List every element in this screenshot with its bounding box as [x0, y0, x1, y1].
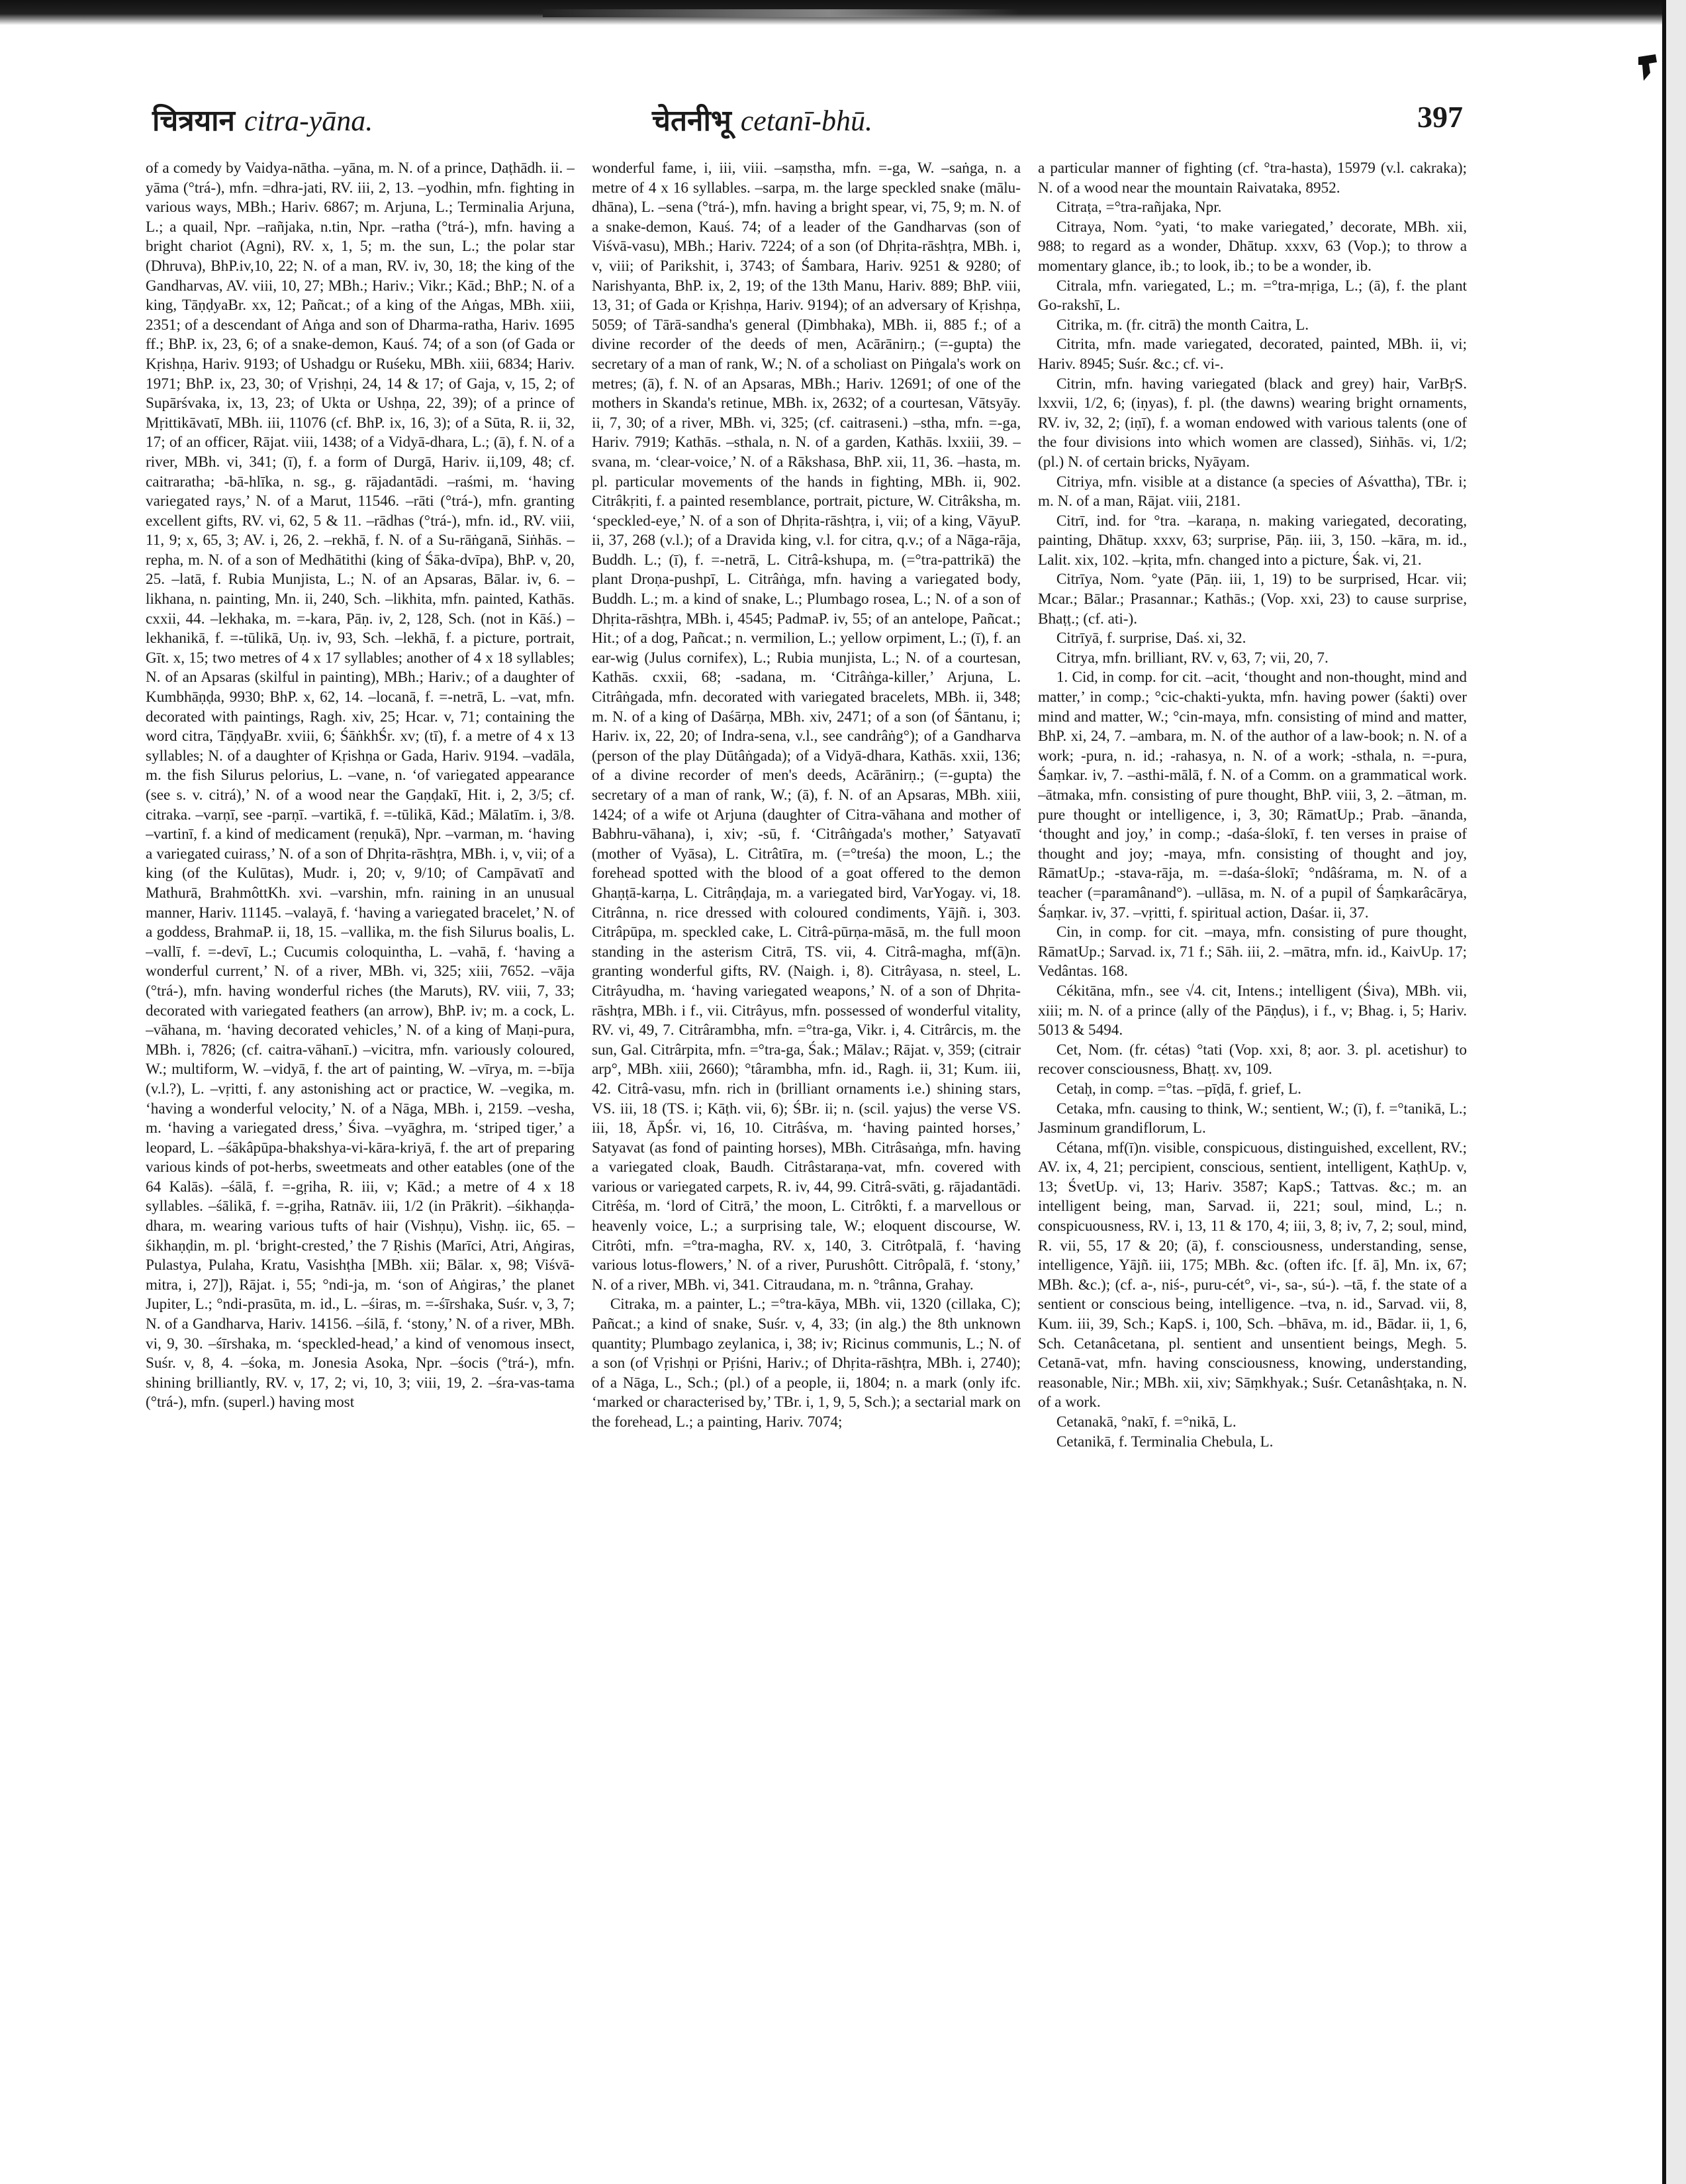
left-head-translit: citra-yāna.: [244, 105, 373, 137]
entry-paragraph: wonderful fame, i, iii, viii. –saṃstha, mfn. =-ga, W. –saṅga, n. a metre of 4 x 16 syllables. –sarpa, m. the large speckled snake (mālu-dhāna), L. –sena (°trá-), mfn. having a bright spear, vi, 75, 9; m. N. of a snake-demon, Kauś. 74; of a leader of the Gandharvas (son of Viśvā-vasu), MBh.; Hariv. 7224; of a son (of Dhṛita-rāshṭra, MBh. i, v, viii; of Parikshit, i, 3743; of Śambara, Hariv. 9251 & 9280; of Narishyanta, BhP. ix, 2, 19; of the 13th Manu, Hariv. 889; BhP. viii, 13, 31; of Gada or Kṛishṇa, Hariv. 9194); of an adversary of Kṛishṇa, 5059; of Tārā-sandha's general (Ḍimbhaka), MBh. ii, 885 f.; of a divine recorder of the deeds of men, Acārānirṇ.; (=-gupta) the secretary of a man of rank, W.; N. of a scholiast on Piṅgala's work on metres; (ā), f. N. of an Apsaras, MBh.; Hariv. 12691; of one of the mothers in Skanda's retinue, MBh. ix, 2632; of a courtesan, Vātsyāy. ii, 7, 30; of a river, MBh. vi, 325; (cf. caitraseni.) –stha, mfn. =-ga, Hariv. 7919; Kathās. –sthala, n. N. of a garden, Kathās. lxxiii, 39. –svana, m. ‘clear-voice,’ N. of a Rākshasa, BhP. xii, 11, 36. –hasta, m. pl. particular movements of the hands in fighting, MBh. ii, 902. Citrâkṛiti, f. a painted resemblance, portrait, picture, W. Citrâksha, m. ‘speckled-eye,’ N. of a son of Dhṛita-rāshṭra, i, vii; of a king, VāyuP. ii, 37, 268 (v.l.); of a Dravida king, v.l. for citra, q.v.; of a Nāga-rāja, Buddh. L.; (ī), f. =-netrā, L. Citrâ-kshupa, m. (=°tra-pattrikā) the plant Droṇa-pushpī, L. Citrâṅga, mfn. having a variegated body, Buddh. L.; m. a kind of snake, L.; Plumbago rosea, L.; N. of a son of Dhṛita-rāshṭra, MBh. i, 4545; PadmaP. iv, 55; of an antelope, Pañcat.; Hit.; of a dog, Pañcat.; n. vermilion, L.; yellow orpiment, L.; (ī), f. an ear-wig (Julus cornifex), L.; Rubia munjista, L.; N. of a courtesan, Kathās. cxxii, 68; -sadana, m. ‘Citrâṅga-killer,’ Arjuna, L. Citrâṅgada, mfn. decorated with variegated bracelets, MBh. ii, 348; m. N. of a king of Daśārṇa, MBh. xiv, 2471; of a son (of Śāntanu, i; Hariv. ix, 22, 20; of Indra-sena, v.l., see candrâṅg°); of a Gandharva (person of the play Dūtâṅgada); of a Vidyā-dhara, Kathās. xxii, 136; of a divine recorder of men's deeds, Acārānirṇ.; (=-gupta) the secretary of a man of rank, W.; (ā), f. N. of an Apsaras, MBh. xiii, 1424; of a wife ot Arjuna (daughter of Citra-vāhana and mother of Babhru-vāhana), i, xiv; -sū, f. ‘Citrâṅgada's mother,’ Satyavatī (mother of Vyāsa), L. Citrâtīra, m. (=°treśa) the moon, L.; the forehead spotted with the blood of a goat offered to the demon Ghaṇṭā-karṇa, L. Citrâṇḍaja, m. a variegated bird, VarYogay. vi, 18. Citrânna, n. rice dressed with coloured condiments, Yājñ. i, 303. Citrâpūpa, m. speckled cake, L. Citrâ-pūrṇa-māsā, m. the full moon standing in the asterism Citrā, TS. vii, 4. Citrâ-magha, mf(ā)n. granting wonderful gifts, RV. (Naigh. i, 8). Citrâyasa, n. steel, L. Citrâyudha, m. ‘having variegated weapons,’ N. of a son of Dhṛita-rāshṭra, MBh. i f., vii. Citrâyus, mfn. possessed of wonderful vitality, RV. vi, 49, 7. Citrârambha, mfn. =°tra-ga, Vikr. i, 4. Citrârcis, m. the sun, Gal. Citrârpita, mfn. =°tra-ga, Śak.; Mālav.; Rājat. v, 359; (citrair arp°, MBh. xiii, 2660); °târambha, mfn. id., Ragh. ii, 31; Kum. iii, 42. Citrâ-vasu, mfn. rich in (brilliant ornaments i.e.) shining stars, VS. iii, 18 (TS. i; Kāṭh. vii, 6); ŚBr. ii; n. (scil. yajus) the verse VS. iii, 18, ĀpŚr. vi, 16, 10. Citrâśva, m. ‘having painted horses,’ Satyavat (as fond of painting horses), MBh. Citrâsaṅga, mfn. having a variegated cloak, Baudh. Citrâstaraṇa-vat, mfn. covered with various or variegated carpets, R. iv, 44, 99. Citrâ-svāti, g. rājadantādi. Citrêśa, m. ‘lord of Citrā,’ the moon, L. Citrôkti, f. a marvellous or heavenly voice, L.; a surprising tale, W.; eloquent discourse, W. Citrôti, mfn. =°tra-magha, RV. x, 140, 3. Citrôtpalā, f. ‘having various lotus-flowers,’ N. of a river, Purushôtt. Citrôpalā, f. ‘stony,’ N. of a river, MBh. vi, 341. Citraudana, m. n. °trânna, Grahay.: [592, 160, 1021, 1294]
center-running-head: [652, 99, 872, 139]
left-running-head: [152, 99, 373, 139]
entry-paragraph: Citrita, mfn. made variegated, decorated, painted, MBh. ii, vi; Hariv. 8945; Suśr. &c.; cf. vi-.: [1038, 336, 1467, 373]
entry-paragraph: Cin, in comp. for cit. –maya, mfn. consisting of pure thought, RāmatUp.; Sarvad. ix, 71 f.; Sāh. iii, 2. –mātra, mfn. id., KaivUp. 17; Vedântas. 168.: [1038, 924, 1467, 980]
entry-paragraph: Citrya, mfn. brilliant, RV. v, 63, 7; vii, 20, 7.: [1056, 649, 1329, 667]
column-2: [592, 159, 1021, 2145]
entry-paragraph: Citraṭa, =°tra-rañjaka, Npr.: [1056, 199, 1222, 216]
entry-paragraph: Citrala, mfn. variegated, L.; m. =°tra-mṛiga, L.; (ā), f. the plant Go-rakshī, L.: [1038, 277, 1467, 314]
center-head-devanagari: चेतनीभू: [652, 104, 731, 138]
column-3: [1038, 159, 1467, 2145]
entry-paragraph: Cetanakā, °nakī, f. =°nikā, L.: [1056, 1413, 1237, 1431]
entry-paragraph: of a comedy by Vaidya-nātha. –yāna, m. N. of a prince, Daṭhādh. ii. –yāma (°trá-), mfn. =dhra-jati, RV. iii, 2, 13. –yodhin, mfn. fighting in various ways, MBh.; Hariv. 6867; m. Arjuna, L.; Terminalia Arjuna, L.; a quail, Npr. –rañjaka, n.tin, Npr. –ratha (°trá-), mfn. having a bright chariot (Agni), RV. x, 1, 5; m. the sun, L.; the polar star (Dhruva), BhP.iv,10, 22; N. of a man, RV. iv, 30, 18; the king of the Gandharvas, AV. viii, 10, 27; MBh.; Hariv.; Vikr.; Kād.; BhP.; N. of a king, TāṇḍyaBr. xx, 12; Pañcat.; of a king of the Aṅgas, MBh. xiii, 2351; of a descendant of Aṅga and son of Dharma-ratha, Hariv. 1695 ff.; BhP. ix, 23, 6; of a snake-demon, Kauś. 74; of a son (of Gada or Kṛishṇa, Hariv. 9193; of Ushadgu or Ruśeku, MBh. xiii, 6834; Hariv. 1971; BhP. ix, 23, 30; of Vṛishṇi, 24, 14 & 17; of Gaja, v, 15, 2; of Supārśvaka, ix, 13, 23; of Ukta or Ushṇa, 22, 39); of a prince of Mṛittikāvatī, MBh. iii, 11076 (cf. BhP. ix, 16, 3); of a Sūta, R. ii, 32, 17; of an officer, Rājat. viii, 1438; of a Vidyā-dhara, L.; (ā), f. N. of a river, MBh. vi, 341; (ī), f. a form of Durgā, Hariv. ii,109, 48; cf. caitraratha; -bā-hlīka, n. sg., g. rājadantādi. –raśmi, m. ‘having variegated rays,’ N. of a Marut, 11546. –rāti (°trá-), mfn. granting excellent gifts, RV. vi, 62, 5 & 11. –rādhas (°trá-), mfn. id., RV. viii, 11, 9; x, 65, 3; AV. i, 26, 2. –rekhā, f. N. of a Su-rāṅganā, Siṅhās. –repha, m. N. of a son of Medhātithi (king of Śāka-dvīpa), BhP. v, 20, 25. –latā, f. Rubia Munjista, L.; N. of an Apsaras, Bālar. iv, 6. –likhana, n. painting, Mn. ii, 240, Sch. –likhita, mfn. painted, Kathās. cxxii, 44. –lekhaka, m. =-kara, Pāṇ. iv, 2, 128, Sch. (not in Kāś.) –lekhanikā, f. =-tūlikā, Uṇ. iv, 93, Sch. –lekhā, f. a picture, portrait, Gīt. x, 15; two metres of 4 x 17 syllables; another of 4 x 18 syllables; N. of an Apsaras (skilful in painting), MBh.; Hariv.; of a daughter of Kumbhāṇḍa, 9930; BhP. x, 62, 14. –locanā, f. =-netrā, L. –vat, mfn. decorated with paintings, Ragh. xiv, 25; Hcar. v, 71; containing the word citra, TāṇḍyaBr. xviii, 6; ŚāṅkhŚr. xv; (tī), f. a metre of 4 x 13 syllables; N. of a daughter of Kṛishṇa or Gada, Hariv. 9194. –vadāla, m. the fish Silurus pelorius, L. –vane, n. ‘of variegated appearance (see s. v. citrá),’ N. of a wood near the Gaṇḍakī, Hit. i, 2, 3/5; cf. citraka. –varṇī, see -parṇī. –vartikā, f. =-tūlikā, Kād.; Mālatīm. i, 3/8. –vartinī, f. a kind of medicament (reṇukā), Npr. –varman, m. ‘having a variegated cuirass,’ N. of a son of Dhṛita-rāshṭra, MBh. i, v, vii; of a king (of the Kulūtas), Mudr. i, 20; v, 9/10; of Campāvatī and Mathurā, BrahmôttKh. xvi. –varshin, mfn. raining in an unusual manner, Hariv. 11145. –valayā, f. ‘having a variegated bracelet,’ N. of a goddess, BrahmaP. ii, 18, 15. –vallika, m. the fish Silurus boalis, L. –vallī, f. =-devī, L.; Cucumis coloquintha, L. –vahā, f. ‘having a wonderful current,’ N. of a river, MBh. vi, 325; xiii, 7652. –vāja (°trá-), mfn. having wonderful riches (the Maruts), RV. viii, 7, 33; decorated with variegated feathers (an arrow), BhP. iv; m. a cock, L. –vāhana, m. ‘having decorated vehicles,’ N. of a king of Maṇi-pura, MBh. i, 7826; (cf. caitra-vāhanī.) –vicitra, mfn. variously coloured, W.; multiform, W. –vidyā, f. the art of painting, W. –vīrya, m. =-bīja (v.l.?), L. –vṛitti, f. any astonishing act or practice, W. –vegika, m. ‘having a wonderful velocity,’ N. of a Nāga, MBh. i, 2159. –vesha, m. ‘having a variegated dress,’ Śiva. –vyāghra, m. ‘striped tiger,’ a leopard, L. –śākâpūpa-bhakshya-vi-kāra-kriyā, f. the art of preparing various kinds of pot-herbs, sweetmeats and other eatables (one of the 64 Kalās). –śālā, f. =-gṛiha, R. iii, v; Kād.; a metre of 4 x 18 syllables. –śālikā, f. =-gṛiha, Ratnāv. iii, 1/2 (in Prākrit). –śikhaṇḍa-dhara, m. wearing various tufts of hair (Vishṇu), Vishṇ. iic, 65. –śikhaṇḍin, m. pl. ‘bright-crested,’ the 7 Ṛishis (Marīci, Atri, Aṅgiras, Pulastya, Pulaha, Kratu, Vasishṭha [MBh. xii; Bālar. x, 98; Viśvā-mitra, i, 27]), Rājat. i, 55; °ndi-ja, m. ‘son of Aṅgiras,’ the planet Jupiter, L.; °ndi-prasūta, m. id., L. –śiras, m. =-śīrshaka, Suśr. v, 3, 7; N. of a Gandharva, Hariv. 14156. –śilā, f. ‘stony,’ N. of a river, MBh. vi, 9, 30. –śīrshaka, m. ‘speckled-head,’ a kind of venomous insect, Suśr. v, 8, 4. –śoka, m. Jonesia Asoka, Npr. –śocis (°trá-), mfn. shining brilliantly, RV. v, 17, 2; vi, 10, 3; viii, 19, 2. –śra-vas-tama (°trá-), mfn. (superl.) having most: [146, 160, 575, 1411]
binder-clip-mark: [1637, 53, 1660, 82]
dictionary-columns: [146, 159, 1467, 2145]
entry-paragraph: 1. Cid, in comp. for cit. –acit, ‘thought and non-thought, mind and matter,’ in comp.; °cic-chakti-yukta, mfn. having power (śakti) over mind and matter, W.; °cin-maya, mfn. consisting of mind and matter, BhP. xi, 24, 7. –ambara, m. N. of the author of a law-book; n. N. of a work; -pura, n. id.; -rahasya, n. N. of a work; -sthala, n. =-pura, Śaṃkar. iv, 7. –asthi-mālā, f. N. of a Comm. on a grammatical work. –ātmaka, mfn. consisting of pure thought, BhP. viii, 3, 2. –ātman, m. pure thought or intelligence, i, 3, 30; RāmatUp.; Prab. –ānanda, ‘thought and joy,’ in comp.; -daśa-ślokī, f. ten verses in praise of thought and joy; -maya, mfn. consisting of thought and joy, RāmatUp.; -stava-rāja, m. =-daśa-ślokī; °ndâśrama, m. N. of a teacher (=paramânand°). –ullāsa, m. N. of a pupil of Śaṃkarâcārya, Śaṃkar. iv, 37. –vṛitti, f. spiritual action, Daśar. ii, 37.: [1038, 669, 1467, 922]
page-header: [152, 99, 1463, 146]
entry-paragraph: Citrīya, Nom. °yate (Pāṇ. iii, 1, 19) to be surprised, Hcar. vii; Mcar.; Bālar.; Prasannar.; Kathās.; (Vop. xxi, 23) to cause surprise, Bhaṭṭ.; (cf. ati-).: [1038, 571, 1467, 628]
scan-right-margin: [1666, 0, 1686, 2184]
entry-paragraph: Cétana, mf(ī)n. visible, conspicuous, distinguished, excellent, RV.; AV. ix, 4, 21; percipient, conscious, sentient, intelligent, KaṭhUp. v, 13; ŚvetUp. vi, 13; Hariv. 3587; KapS.; Tattvas. &c.; m. an intelligent being, man, Sarvad. ii, 221; soul, mind, L.; n. conspicuousness, RV. i, 13, 11 & 170, 4; iii, 3, 8; iv, 7, 2; soul, mind, R. vii, 55, 17 & 20; (ā), f. consciousness, understanding, sense, intelligence, Yājñ. iii, 175; MBh. &c. (often ifc. [f. ā], Mn. ix, 67; MBh. &c.); (cf. a-, niś-, puru-cét°, vi-, sa-, sú-). –tā, f. the state of a sentient or conscious being, intelligence. –tva, n. id., Sarvad. vii, 8, Kum. iii, 39, Sch.; KapS. i, 100, Sch. –bhāva, m. id., Bādar. ii, 1, 6, Sch. Cetanâcetana, pl. sentient and unsentient beings, Megh. 5. Cetanā-vat, mfn. having consciousness, knowing, understanding, reasonable, Nir.; MBh. xii, xiv; Sāṃkhyak.; Suśr. Cetanâshṭaka, n. N. of a work.: [1038, 1139, 1467, 1411]
left-head-devanagari: चित्रयान: [152, 104, 235, 138]
entry-paragraph: Cet, Nom. (fr. cétas) °tati (Vop. xxi, 8; aor. 3. pl. acetishur) to recover consciousness, Bhaṭṭ. xv, 109.: [1038, 1041, 1467, 1078]
entry-paragraph: Citrī, ind. for °tra. –karaṇa, n. making variegated, decorating, painting, Dhātup. xxxv, 63; surprise, Pāṇ. iii, 3, 150. –kāra, m. id., Lalit. xix, 102. –kṛita, mfn. changed into a picture, Śak. vi, 21.: [1038, 512, 1467, 569]
entry-paragraph: Citrīyā, f. surprise, Daś. xi, 32.: [1056, 630, 1246, 647]
entry-paragraph: a particular manner of fighting (cf. °tra-hasta), 15979 (v.l. cakraka); N. of a wood near the mountain Raivataka, 8952.: [1038, 160, 1467, 197]
entry-paragraph: Cetaḥ, in comp. =°tas. –pīḍā, f. grief, L.: [1056, 1080, 1301, 1098]
page-number: 397: [1417, 100, 1463, 134]
entry-paragraph: Citriya, mfn. visible at a distance (a species of Aśvattha), TBr. i; m. N. of a man, Rājat. viii, 2181.: [1038, 473, 1467, 510]
entry-paragraph: Cetanikā, f. Terminalia Chebula, L.: [1056, 1433, 1274, 1450]
entry-paragraph: Citrika, m. (fr. citrā) the month Caitra, L.: [1056, 316, 1309, 334]
center-head-translit: cetanī-bhū.: [740, 105, 872, 137]
entry-paragraph: Cékitāna, mfn., see √4. cit, Intens.; intelligent (Śiva), MBh. vii, xiii; m. N. of a prince (ally of the Pāṇḍus), i f., v; Bhag. i, 5; Hariv. 5013 & 5494.: [1038, 982, 1467, 1039]
scan-top-edge: [0, 0, 1686, 25]
entry-paragraph: Citraya, Nom. °yati, ‘to make variegated,’ decorate, MBh. xii, 988; to regard as a wonder, Dhātup. xxxv, 63 (Vop.); to throw a momentary glance, ib.; to look, ib.; to be a wonder, ib.: [1038, 218, 1467, 275]
entry-paragraph: Citraka, m. a painter, L.; =°tra-kāya, MBh. vii, 1320 (cillaka, C); Pañcat.; a kind of snake, Suśr. v, 4, 33; (in alg.) the 8th unknown quantity; Plumbago zeylanica, i, 38; iv; Ricinus communis, L.; N. of a son (of Vṛishṇi or Pṛiśni, Hariv.; of Dhṛita-rāshṭra, MBh. i, 2740); of a Nāga, L., Sch.; (pl.) of a people, ii, 1804; n. a mark (only ifc. ‘marked or characterised by,’ TBr. i, 1, 9, 5, Sch.); a sectarial mark on the forehead, L.; a painting, Hariv. 7074;: [592, 1296, 1021, 1431]
column-1: [146, 159, 575, 2145]
entry-paragraph: Cetaka, mfn. causing to think, W.; sentient, W.; (ī), f. =°tanikā, L.; Jasminum grandiflorum, L.: [1038, 1100, 1467, 1137]
entry-paragraph: Citrin, mfn. having variegated (black and grey) hair, VarBṛS. lxxvii, 1/2, 6; (iṇyas), f. pl. (the dawns) wearing bright ornaments, RV. iv, 32, 2; (iṇī), f. a woman endowed with various talents (one of the four divisions into which women are classed), Siṅhās. vi, 1/2; (pl.) N. of certain bricks, Nyāyam.: [1038, 375, 1467, 471]
